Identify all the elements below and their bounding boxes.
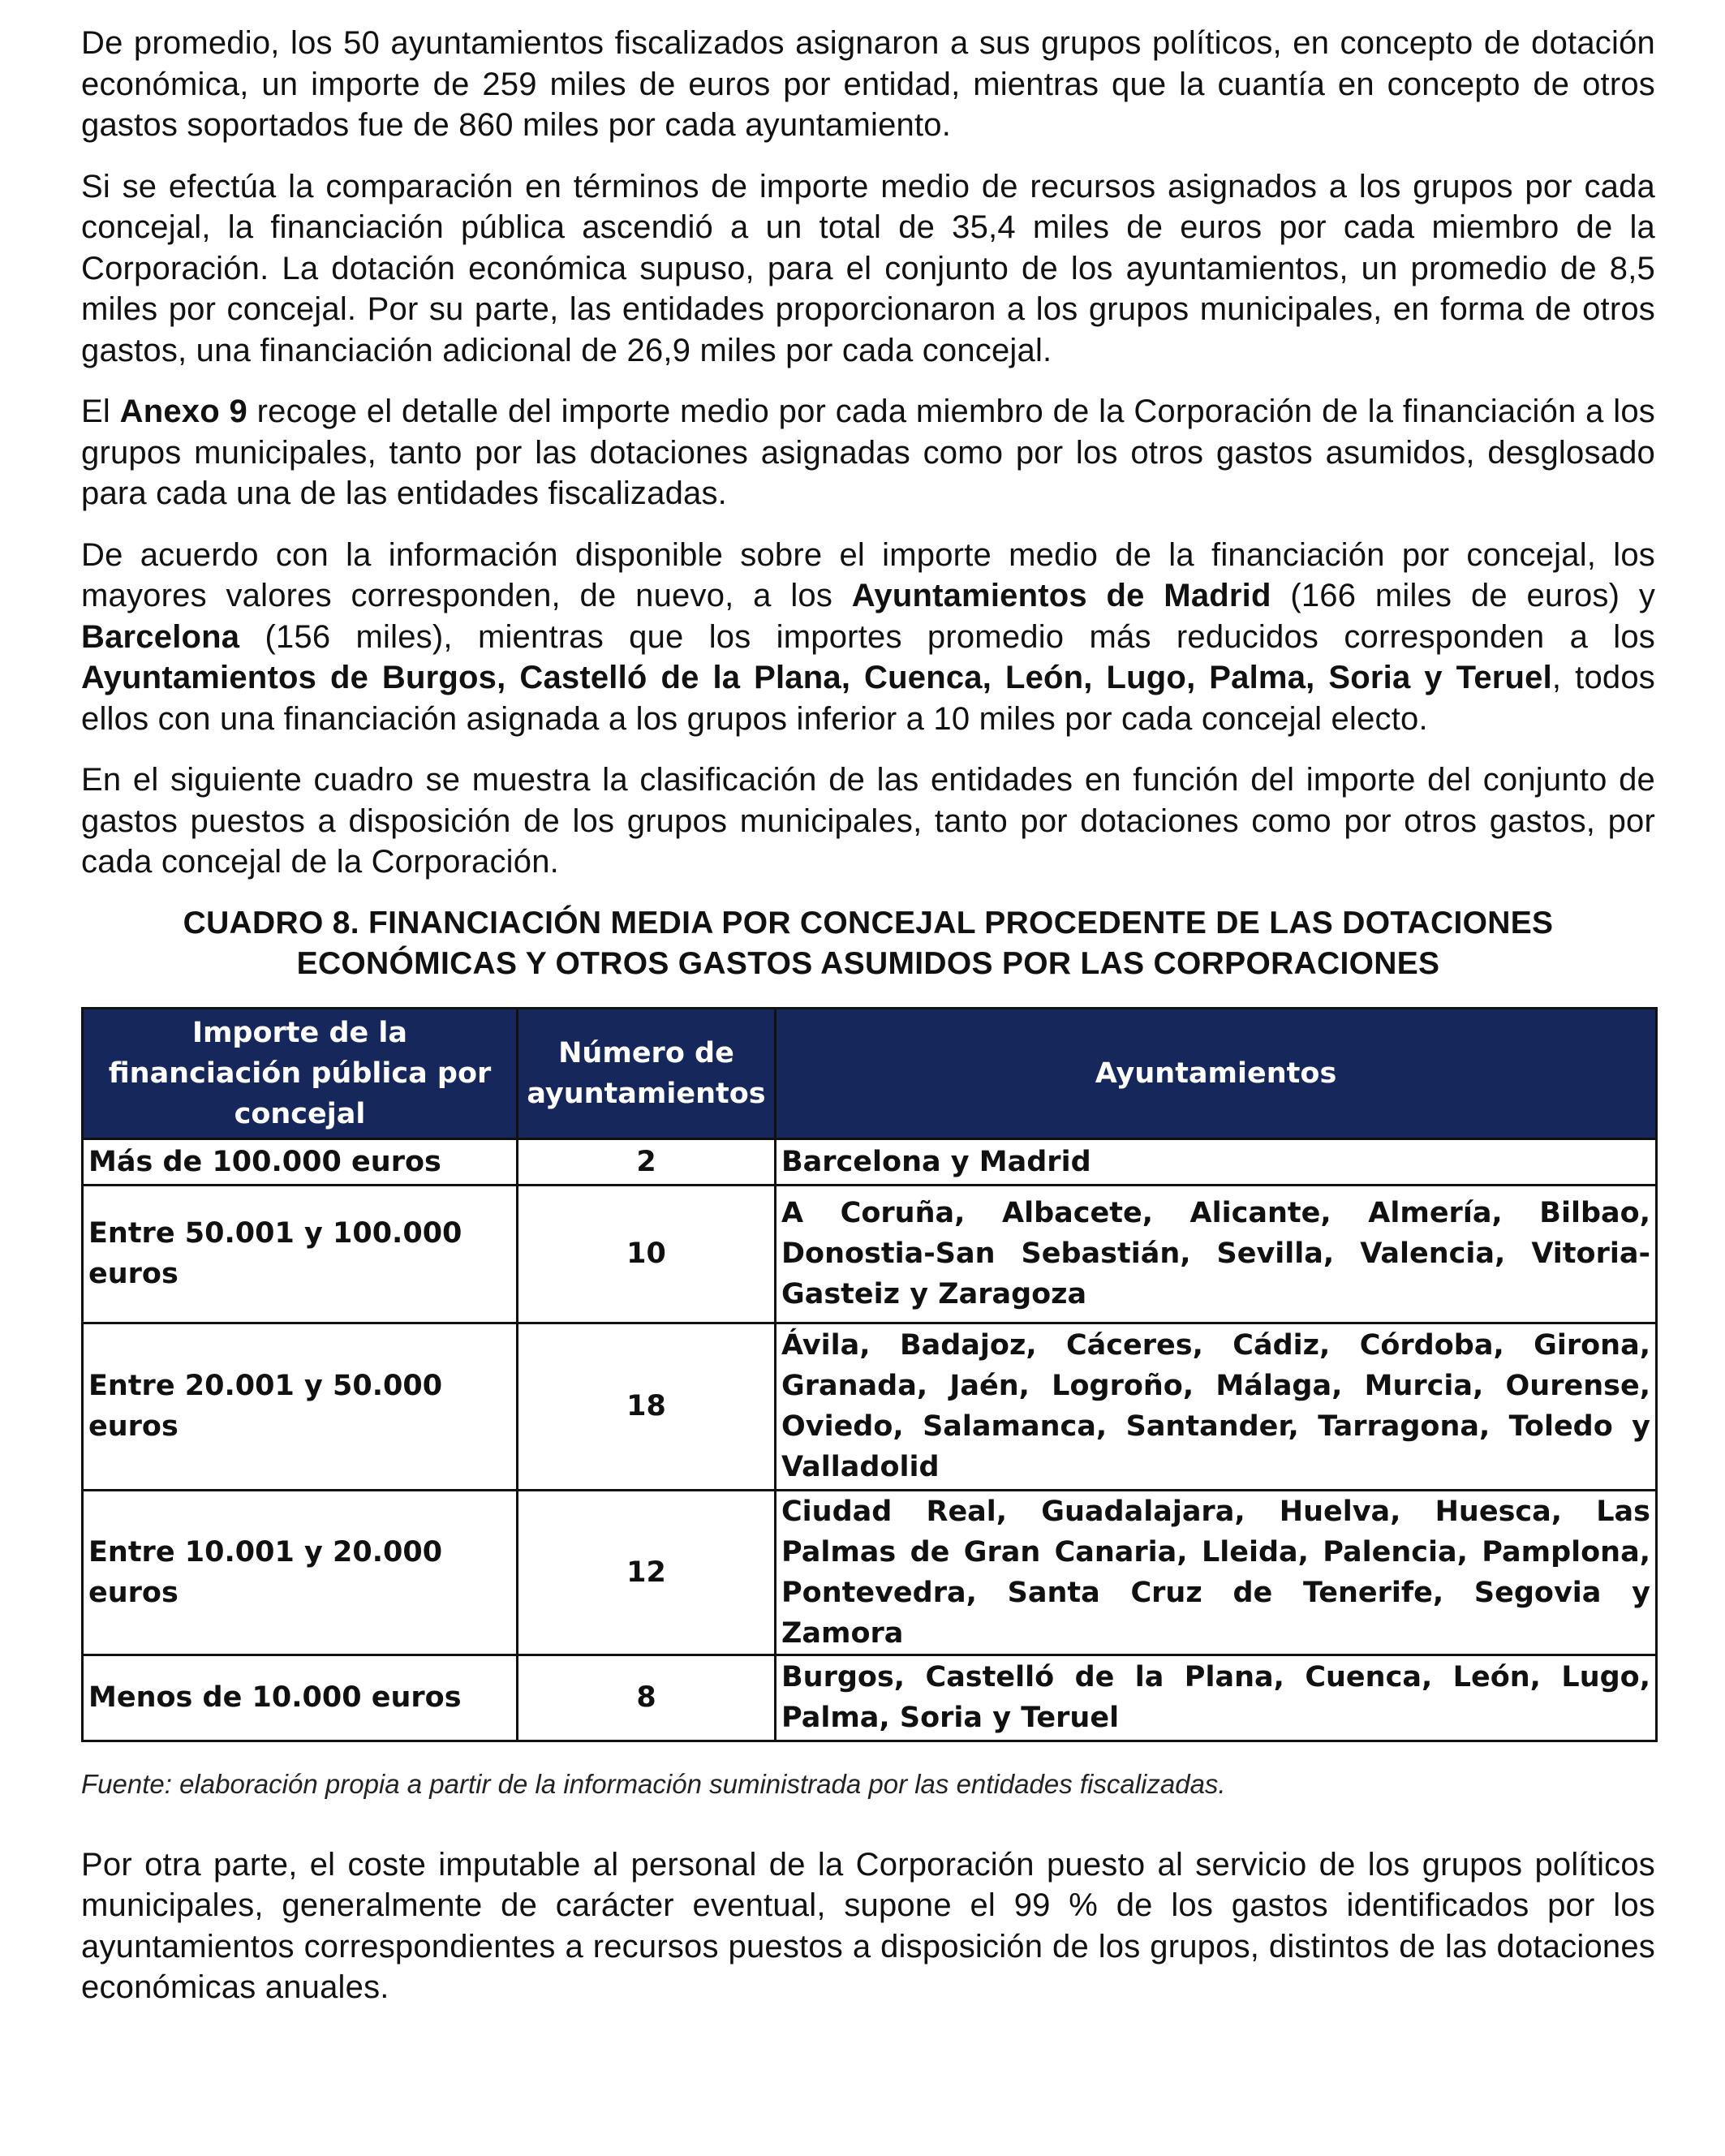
table-header-row — [83, 1008, 1657, 1138]
table-row — [83, 1490, 1657, 1655]
text-run: (156 miles), mientras que los importes promedio más reducidos corresponden a los — [239, 618, 1655, 655]
paragraph-average-allocation: De promedio, los 50 ayuntamientos fiscalizados asignaron a sus grupos políticos, en concepto de dotación económica, un importe de 259 miles de euros por entidad, mientras que la cuantía en concepto de otros gastos soportados fue de 860 miles por cada ayuntamiento. — [81, 25, 1655, 143]
paragraph-annex-9 — [81, 391, 1655, 514]
text-run: De acuerdo con la información disponible sobre el importe medio de la financiación por concejal, los mayores valores corresponden, de nuevo, a los — [81, 536, 1655, 613]
municipalities-cell: Ciudad Real, Guadalajara, Huelva, Huesca, Las Palmas de Gran Canaria, Lleida, Palencia, Pamplona, Pontevedra, Santa Cruz de Tenerife, Segovia y Zamora — [776, 1490, 1657, 1655]
municipalities-cell: A Coruña, Albacete, Alicante, Almería, Bilbao, Donostia-San Sebastián, Sevilla, Valencia, Vitoria-Gasteiz y Zaragoza — [776, 1185, 1657, 1323]
paragraph-table-intro: En el siguiente cuadro se muestra la clasificación de las entidades en función del importe del conjunto de gastos puestos a disposición de los grupos municipales, tanto por dotaciones como por otros gastos, por cada concejal de la Corporación. — [81, 762, 1655, 880]
table-title-line-1: CUADRO 8. FINANCIACIÓN MEDIA POR CONCEJAL PROCEDENTE DE LAS DOTACIONES — [183, 905, 1554, 940]
document-page — [81, 23, 1655, 2029]
text-run: El — [81, 394, 120, 429]
table-row — [83, 1138, 1657, 1185]
text-run: , todos ellos con una financiación asignada a los grupos inferior a 10 miles por cada concejal electo. — [81, 660, 1655, 737]
range-cell: Más de 100.000 euros — [83, 1138, 518, 1185]
text-run: (166 miles de euros) y — [1271, 578, 1656, 613]
table-title-line-2: ECONÓMICAS Y OTROS GASTOS ASUMIDOS POR LAS CORPORACIONES — [296, 945, 1440, 981]
municipalities-cell: Ávila, Badajoz, Cáceres, Cádiz, Córdoba, Girona, Granada, Jaén, Logroño, Málaga, Murcia, Ourense, Oviedo, Salamanca, Santander, Tarragona, Toledo y Valladolid — [776, 1323, 1657, 1490]
range-cell: Entre 10.001 y 20.000 euros — [83, 1490, 518, 1655]
annex-9-reference: Anexo 9 — [119, 394, 247, 429]
range-cell: Menos de 10.000 euros — [83, 1655, 518, 1741]
paragraph-per-councillor-comparison: Si se efectúa la comparación en términos de importe medio de recursos asignados a los grupos por cada concejal, la financiación pública ascendió a un total de 35,4 miles de euros por cada miembro de la Corporación. La dotación económica supuso, para el conjunto de los ayuntamientos, un promedio de 8,5 miles por concejal. Por su parte, las entidades proporcionaron a los grupos municipales, en forma de otros gastos, una financiación adicional de 26,9 miles por cada concejal. — [81, 168, 1655, 368]
financing-table — [81, 1007, 1658, 1742]
count-cell: 8 — [518, 1655, 776, 1741]
lowest-municipalities-reference: Ayuntamientos de Burgos, Castelló de la Plana, Cuenca, León, Lugo, Palma, Soria y Teruel — [81, 660, 1552, 695]
table-title — [81, 903, 1655, 984]
madrid-reference: Ayuntamientos de Madrid — [851, 578, 1271, 613]
municipalities-cell: Barcelona y Madrid — [776, 1138, 1657, 1185]
text-run: recoge el detalle del importe medio por cada miembro de la Corporación de la financiación a los grupos municipales, tanto por las dotaciones asignadas como por los otros gastos asumidos, desglosado para cada una de las entidades fiscalizadas. — [81, 394, 1655, 511]
range-cell: Entre 50.001 y 100.000 euros — [83, 1185, 518, 1323]
range-cell: Entre 20.001 y 50.000 euros — [83, 1323, 518, 1490]
header-ayuntamientos: Ayuntamientos — [776, 1008, 1657, 1138]
table-source-note: Fuente: elaboración propia a partir de la información suministrada por las entidades fiscalizadas. — [81, 1768, 1226, 1799]
paragraph-staff-costs: Por otra parte, el coste imputable al personal de la Corporación puesto al servicio de los grupos políticos municipales, generalmente de carácter eventual, supone el 99 % de los gastos identificados por los ayuntamientos correspondientes a recursos puestos a disposición de los grupos, distintos de las dotaciones económicas anuales. — [81, 1846, 1655, 2005]
header-numero: Número de ayuntamientos — [518, 1008, 776, 1138]
table-row — [83, 1323, 1657, 1490]
header-importe: Importe de la financiación pública por concejal — [83, 1008, 518, 1138]
count-cell: 18 — [518, 1323, 776, 1490]
barcelona-reference: Barcelona — [81, 618, 240, 655]
paragraph-highest-lowest-values — [81, 535, 1655, 740]
municipalities-cell: Burgos, Castelló de la Plana, Cuenca, León, Lugo, Palma, Soria y Teruel — [776, 1655, 1657, 1741]
table-row — [83, 1185, 1657, 1323]
count-cell: 2 — [518, 1138, 776, 1185]
count-cell: 12 — [518, 1490, 776, 1655]
count-cell: 10 — [518, 1185, 776, 1323]
table-row — [83, 1655, 1657, 1741]
